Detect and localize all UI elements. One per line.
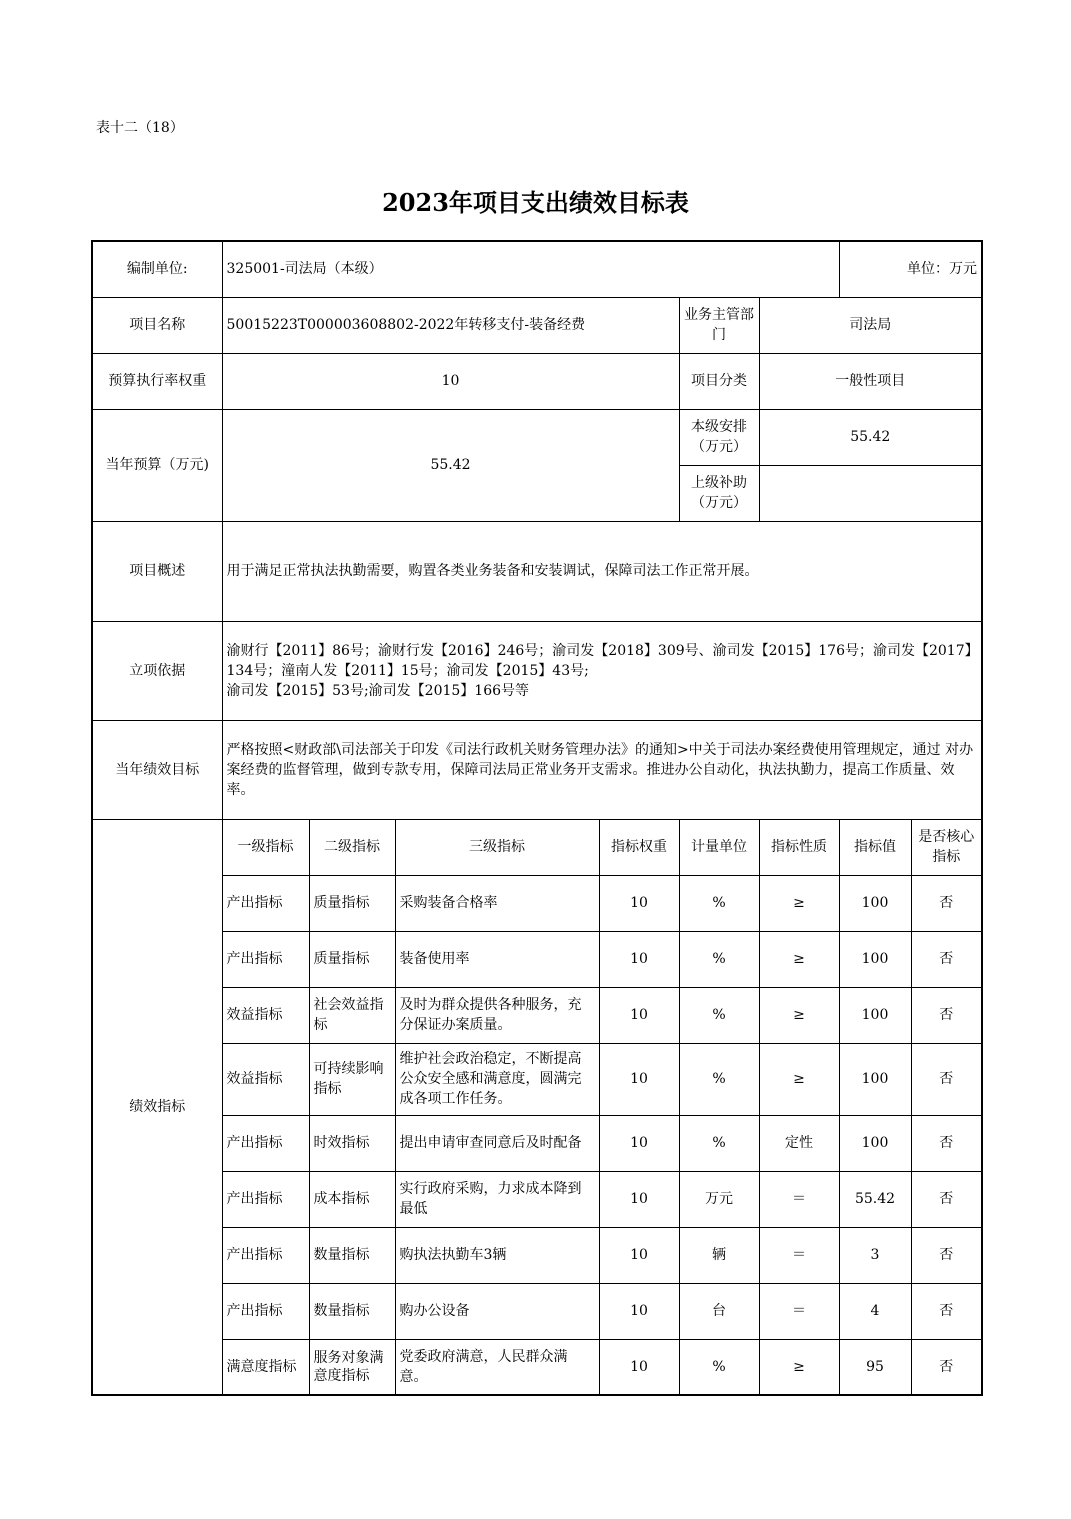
basis-label: 立项依据 bbox=[92, 621, 222, 720]
cell-level3: 采购装备合格率 bbox=[395, 875, 599, 931]
basis-row bbox=[92, 621, 982, 720]
cell-level1: 效益指标 bbox=[222, 1043, 309, 1115]
cell-weight: 10 bbox=[599, 987, 679, 1043]
cell-level3: 购办公设备 bbox=[395, 1283, 599, 1339]
table-row bbox=[92, 931, 982, 987]
unit-value: 325001-司法局（本级） bbox=[222, 241, 839, 297]
cell-level3: 及时为群众提供各种服务，充分保证办案质量。 bbox=[395, 987, 599, 1043]
header-core: 是否核心指标 bbox=[911, 819, 982, 875]
cell-level2: 数量指标 bbox=[309, 1227, 395, 1283]
cell-core: 否 bbox=[911, 1115, 982, 1171]
cell-weight: 10 bbox=[599, 1171, 679, 1227]
cell-core: 否 bbox=[911, 1171, 982, 1227]
header-level3: 三级指标 bbox=[395, 819, 599, 875]
cell-level2: 成本指标 bbox=[309, 1171, 395, 1227]
cell-value: 55.42 bbox=[839, 1171, 911, 1227]
cell-nature: ＝ bbox=[759, 1283, 839, 1339]
cell-level1: 产出指标 bbox=[222, 875, 309, 931]
local-budget-value: 55.42 bbox=[759, 409, 982, 465]
cell-core: 否 bbox=[911, 931, 982, 987]
header-value: 指标值 bbox=[839, 819, 911, 875]
category-label: 项目分类 bbox=[679, 353, 759, 409]
performance-target-table bbox=[91, 240, 983, 1396]
table-row bbox=[92, 1227, 982, 1283]
cell-unit: % bbox=[679, 1339, 759, 1395]
weight-value: 10 bbox=[222, 353, 679, 409]
cell-nature: ＝ bbox=[759, 1171, 839, 1227]
budget-row bbox=[92, 409, 982, 465]
project-name-row bbox=[92, 297, 982, 353]
cell-level3: 装备使用率 bbox=[395, 931, 599, 987]
basis-line-2: 渝司发【2015】53号;渝司发【2015】166号等 bbox=[226, 682, 530, 699]
cell-nature: ≥ bbox=[759, 1339, 839, 1395]
cell-level3: 党委政府满意，人民群众满意。 bbox=[395, 1339, 599, 1395]
cell-level3: 提出申请审查同意后及时配备 bbox=[395, 1115, 599, 1171]
cell-level2: 可持续影响指标 bbox=[309, 1043, 395, 1115]
cell-nature: ≥ bbox=[759, 875, 839, 931]
cell-core: 否 bbox=[911, 1283, 982, 1339]
overview-row bbox=[92, 521, 982, 621]
table-row bbox=[92, 1283, 982, 1339]
project-name-value: 50015223T000003608802-2022年转移支付-装备经费 bbox=[222, 297, 679, 353]
cell-nature: ≥ bbox=[759, 1043, 839, 1115]
table-row bbox=[92, 1043, 982, 1115]
dept-label: 业务主管部门 bbox=[679, 297, 759, 353]
category-value: 一般性项目 bbox=[759, 353, 982, 409]
goal-row bbox=[92, 720, 982, 819]
weight-row bbox=[92, 353, 982, 409]
table-number: 表十二（18） bbox=[96, 120, 184, 136]
cell-unit: % bbox=[679, 987, 759, 1043]
cell-value: 100 bbox=[839, 931, 911, 987]
cell-weight: 10 bbox=[599, 1115, 679, 1171]
cell-nature: ≥ bbox=[759, 987, 839, 1043]
upper-budget-value bbox=[759, 465, 982, 521]
cell-level1: 产出指标 bbox=[222, 1227, 309, 1283]
indicator-header-row bbox=[92, 819, 982, 875]
cell-unit: % bbox=[679, 1043, 759, 1115]
header-unit: 计量单位 bbox=[679, 819, 759, 875]
cell-level2: 质量指标 bbox=[309, 875, 395, 931]
cell-weight: 10 bbox=[599, 1043, 679, 1115]
cell-level3: 实行政府采购，力求成本降到最低 bbox=[395, 1171, 599, 1227]
cell-unit: 万元 bbox=[679, 1171, 759, 1227]
cell-level2: 时效指标 bbox=[309, 1115, 395, 1171]
table-row bbox=[92, 987, 982, 1043]
cell-level2: 服务对象满意度指标 bbox=[309, 1339, 395, 1395]
unit-row bbox=[92, 241, 982, 297]
basis-value bbox=[222, 621, 982, 720]
dept-value: 司法局 bbox=[759, 297, 982, 353]
weight-label: 预算执行率权重 bbox=[92, 353, 222, 409]
cell-weight: 10 bbox=[599, 1283, 679, 1339]
cell-level1: 产出指标 bbox=[222, 1115, 309, 1171]
unit-label: 编制单位: bbox=[92, 241, 222, 297]
local-budget-label: 本级安排（万元） bbox=[679, 409, 759, 465]
cell-unit: % bbox=[679, 875, 759, 931]
cell-core: 否 bbox=[911, 1339, 982, 1395]
cell-core: 否 bbox=[911, 1227, 982, 1283]
cell-level1: 满意度指标 bbox=[222, 1339, 309, 1395]
header-nature: 指标性质 bbox=[759, 819, 839, 875]
cell-value: 95 bbox=[839, 1339, 911, 1395]
cell-weight: 10 bbox=[599, 931, 679, 987]
table-row bbox=[92, 1115, 982, 1171]
header-weight: 指标权重 bbox=[599, 819, 679, 875]
cell-value: 3 bbox=[839, 1227, 911, 1283]
basis-line-1: 渝财行【2011】86号；渝财行发【2016】246号；渝司发【2018】309号、渝司发【2015】176号；渝司发【2017】134号；潼南人发【2011】15号；渝司发【2015】43号; bbox=[226, 642, 972, 679]
cell-value: 100 bbox=[839, 987, 911, 1043]
cell-level1: 产出指标 bbox=[222, 1283, 309, 1339]
cell-nature: ＝ bbox=[759, 1227, 839, 1283]
cell-weight: 10 bbox=[599, 875, 679, 931]
cell-unit: 辆 bbox=[679, 1227, 759, 1283]
cell-value: 100 bbox=[839, 875, 911, 931]
budget-value: 55.42 bbox=[222, 409, 679, 521]
overview-label: 项目概述 bbox=[92, 521, 222, 621]
cell-value: 4 bbox=[839, 1283, 911, 1339]
cell-value: 100 bbox=[839, 1115, 911, 1171]
cell-core: 否 bbox=[911, 1043, 982, 1115]
cell-level3: 购执法执勤车3辆 bbox=[395, 1227, 599, 1283]
cell-unit: % bbox=[679, 931, 759, 987]
header-level1: 一级指标 bbox=[222, 819, 309, 875]
cell-nature: 定性 bbox=[759, 1115, 839, 1171]
cell-unit: 台 bbox=[679, 1283, 759, 1339]
cell-core: 否 bbox=[911, 875, 982, 931]
goal-label: 当年绩效目标 bbox=[92, 720, 222, 819]
overview-value: 用于满足正常执法执勤需要，购置各类业务装备和安装调试，保障司法工作正常开展。 bbox=[222, 521, 982, 621]
cell-level1: 效益指标 bbox=[222, 987, 309, 1043]
upper-budget-label: 上级补助（万元） bbox=[679, 465, 759, 521]
indicators-label: 绩效指标 bbox=[92, 819, 222, 1395]
money-unit: 单位：万元 bbox=[839, 241, 982, 297]
cell-nature: ≥ bbox=[759, 931, 839, 987]
goal-value: 严格按照<财政部\司法部关于印发《司法行政机关财务管理办法》的通知>中关于司法办案经费使用管理规定，通过 对办案经费的监督管理，做到专款专用，保障司法局正常业务开支需求。推进办公自动化，执法执勤力，提高工作质量、效率。 bbox=[222, 720, 982, 819]
cell-level1: 产出指标 bbox=[222, 931, 309, 987]
table-row bbox=[92, 1171, 982, 1227]
page-title: 2023年项目支出绩效目标表 bbox=[382, 188, 689, 217]
cell-core: 否 bbox=[911, 987, 982, 1043]
cell-level2: 社会效益指标 bbox=[309, 987, 395, 1043]
cell-value: 100 bbox=[839, 1043, 911, 1115]
table-row bbox=[92, 875, 982, 931]
cell-level2: 数量指标 bbox=[309, 1283, 395, 1339]
budget-label: 当年预算（万元) bbox=[92, 409, 222, 521]
cell-level1: 产出指标 bbox=[222, 1171, 309, 1227]
header-level2: 二级指标 bbox=[309, 819, 395, 875]
cell-weight: 10 bbox=[599, 1339, 679, 1395]
table-row bbox=[92, 1339, 982, 1395]
project-name-label: 项目名称 bbox=[92, 297, 222, 353]
cell-level3: 维护社会政治稳定，不断提高公众安全感和满意度，圆满完成各项工作任务。 bbox=[395, 1043, 599, 1115]
cell-weight: 10 bbox=[599, 1227, 679, 1283]
cell-unit: % bbox=[679, 1115, 759, 1171]
cell-level2: 质量指标 bbox=[309, 931, 395, 987]
